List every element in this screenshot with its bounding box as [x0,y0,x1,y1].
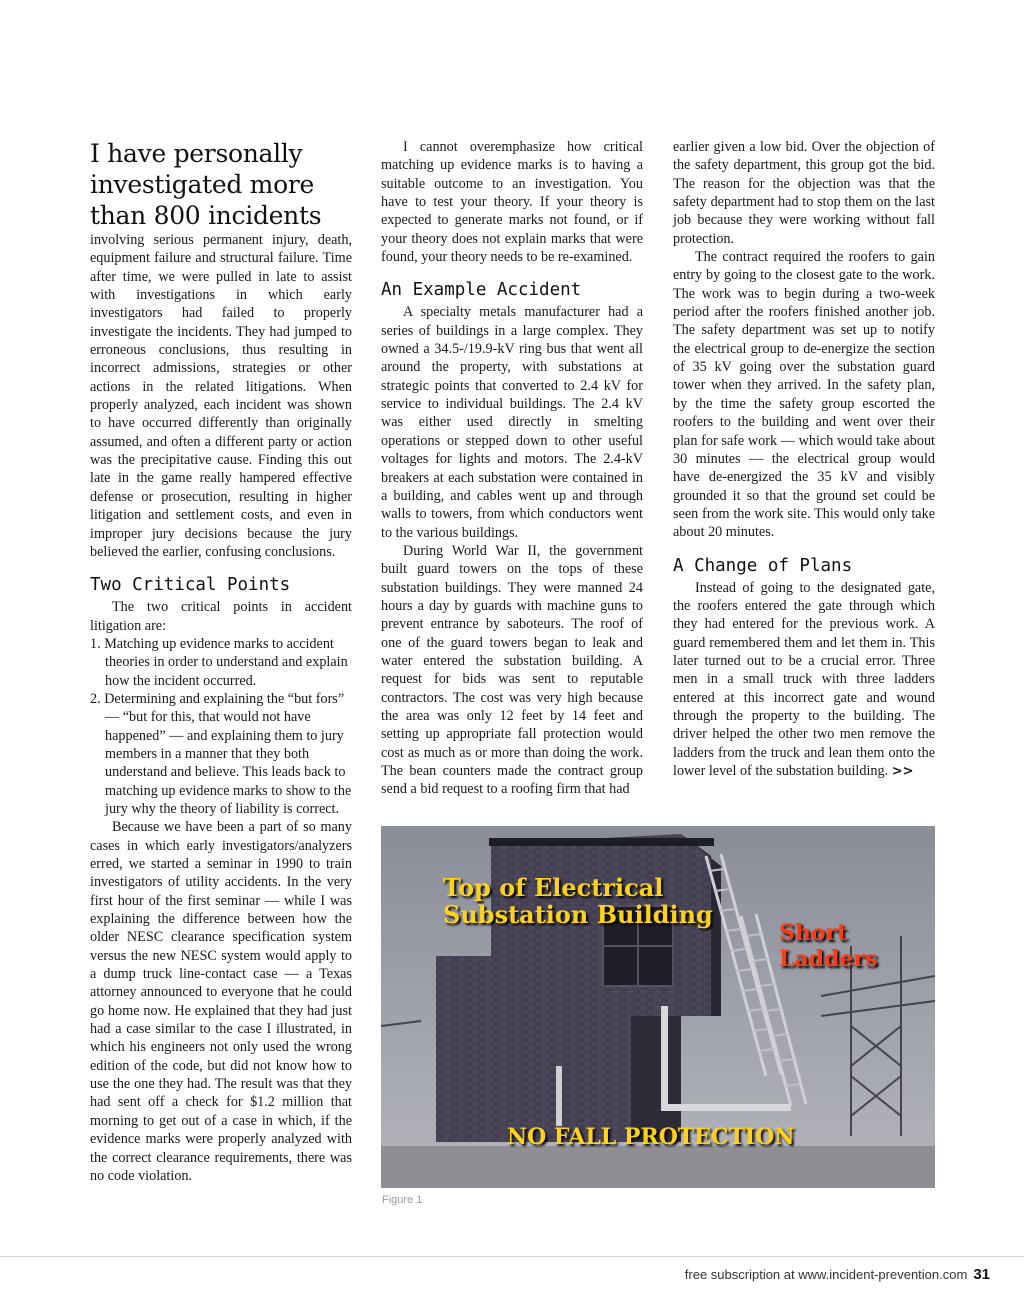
numbered-list [90,635,352,818]
section-heading: An Example Accident [381,280,582,301]
column-2 [381,138,643,799]
paragraph: earlier given a low bid. Over the objection of the safety department, this group got the bid. The reason for the objection was that the safety department had to stop them on the last job because they were working without fall protection. [673,139,935,247]
paragraph [673,579,935,782]
figure-photo [381,826,935,1188]
photo-caption-top [443,874,713,928]
paragraph: involving serious permanent injury, death, equipment failure and structural failure. Time after time, we were pulled in late to assist with investigations in which early investigators had failed to properly investigate the incidents. They had jumped to erroneous conclusions, thus resulting in incorrect admissions, strategies or other actions in the related litigations. When properly analyzed, each incident was shown to have occurred differently than originally assumed, and often a different party or action was the precipitative cause. Finding this out late in the game really hampered effective defense or prosecution, resulting in higher litigation and settlement costs, and even in improper jury decisions because the jury believed the earlier, confusing conclusions. [90,232,352,560]
paragraph: I cannot overemphasize how critical matching up evidence marks is to having a suitable outcome to an investigation. You have to test your theory. If your theory is expected to generate marks not found, or if your theory does not explain marks that were found, your theory needs to be re-examined. [381,139,643,266]
page-footer [685,1266,990,1283]
caption-line: Substation Building [443,900,713,929]
paragraph: The contract required the roofers to gain entry by going to the closest gate to the work. The work was to begin during a two-week period after the roofers finished another job. The safety department was set up to notify the electrical group to de-energize the section of 35 kV going over the substation guard tower when they arrived. In the safety plan, by the time the safety group escorted the roofers to the building and went over their plan for safe work — which would take about 30 minutes — the electrical group would have de-energized the 35 kV and visibly grounded it so that the ground set could be seen from the work site. This would only take about 20 minutes. [673,249,935,541]
paragraph: During World War II, the government built guard towers on the tops of these substation buildings. They were manned 24 hours a day by guards with machine guns to prevent entrance by saboteurs. The roof of one of the guard towers began to leak and water entered the substation building. A request for bids was sent to reputable contractors. The cost was very high because the area was only 12 feet by 14 feet and setting up appropriate fall protection would cost as much as or more than doing the work. The bean counters made the contract group send a bid request to a roofing firm that had [381,542,643,798]
caption-line: Top of Electrical [443,873,664,902]
page-number: 31 [973,1266,990,1283]
section-heading: Two Critical Points [90,575,291,596]
paragraph: The two critical points in accident litigation are: [90,599,352,634]
photo-caption-bottom: NO FALL PROTECTION [507,1124,795,1150]
section-heading: A Change of Plans [673,555,853,576]
column-1 [90,138,352,1185]
caption-line: Ladders [779,946,878,972]
paragraph-text: Instead of going to the designated gate, the roofers entered the gate through which they had entered for the previous work. A guard remembered them and let them in. This later turned out to be a crucial error. Three men in a small truck with three ladders entered at this incorrect gate and wound through the property to the building. The driver helped the other two men remove the ladders from the truck and lean them onto the lower level of the substation building. [673,579,935,779]
subscription-link[interactable]: free subscription at www.incident-prevention.com [684,1267,968,1282]
column-3 [673,138,935,781]
footer-divider [0,1256,1024,1257]
caption-line: Short [779,920,848,946]
continue-arrow-icon: >> [891,764,914,779]
paragraph: Because we have been a part of so many cases in which early investigators/analyzers erred, we started a seminar in 1990 to train investigators of utility accidents. In the very first hour of the first seminar — while I was explaining the difference between how the older NESC clearance specification system versus the new NESC system would apply to a dump truck line-contact case — a Texas attorney announced to everyone that he could go home now. He explained that they had just had a case similar to the case I illustrated, in which his engineers not only used the wrong edition of the code, but did not know how to use the one they had. The result was that they had sent off a check for $1.2 million that morning to get out of a case in which, if the evidence marks were properly analyzed with the correct clearance requirements, there was no code violation. [90,819,352,1184]
photo-caption-ladders [779,920,877,972]
figure-label: Figure 1 [382,1194,423,1206]
list-item: 2. Determining and explaining the “but fors” — “but for this, that would not have happened” — and explaining them to jury members in a manner that they both understand and believe. This leads back to matching up evidence marks to show to the jury why the theory of liability is correct. [90,690,352,817]
pull-quote: I have personally investigated more than 800 incidents [90,139,322,230]
paragraph: A specialty metals manufacturer had a series of buildings in a large complex. They owned a 34.5-/19.9-kV ring bus that went all around the property, with substations at strategic points that converted to 2.4 kV for service to individual buildings. The 2.4 kV was either used directly in smelting operations or stepped down to other useful voltages for lights and motors. The 2.4-kV breakers at each substation were contained in a building, and cables went up and through walls to towers, from which conductors went to the various buildings. [381,304,643,541]
list-item: 1. Matching up evidence marks to accident theories in order to understand and explain how the incident occurred. [90,635,348,689]
